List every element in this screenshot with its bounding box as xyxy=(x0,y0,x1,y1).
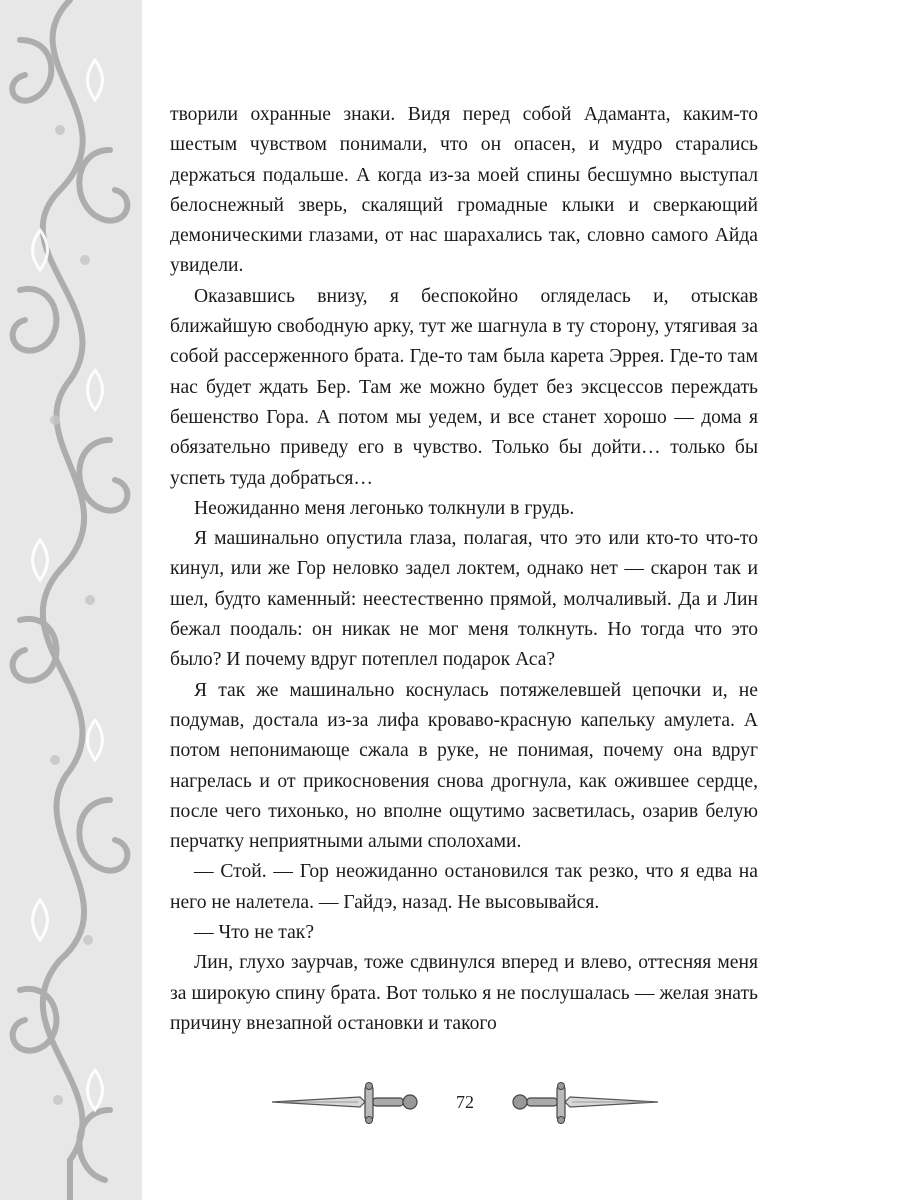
book-page-text xyxy=(170,100,758,1039)
paragraph: Неожиданно меня легонько толкнули в грудь. xyxy=(194,497,575,519)
paragraph: Оказавшись внизу, я беспокойно огляделась и, отыскав ближайшую свободную арку, тут же шагнула в ту сторону, утягивая за собой рассерженного брата. Где-то там была карета Эррея. Где-то там нас будет ждать Бер. Там же можно будет без эксцессов переждать бешенство Гора. А потом мы уедем, и все станет хорошо — дома я обязательно приведу его в чувство. Только бы дойти… только бы успеть туда добраться… xyxy=(170,285,758,489)
page-footer xyxy=(270,1082,660,1126)
paragraph-dialogue: — Стой. — Гор неожиданно остановился так резко, что я едва на него не налетела. — Гайдэ, назад. Не высовывайся. xyxy=(170,861,758,913)
paragraph: Я машинально опустила глаза, полагая, что это или кто-то что-то кинул, или же Гор неловко задел локтем, однако нет — скарон так и шел, будто каменный: неестественно прямой, молчаливый. Да и Лин бежал поодаль: он никак не мог меня толкнуть. Но тогда что это было? И почему вдруг потеплел подарок Аса? xyxy=(170,528,758,671)
paragraph: Я так же машинально коснулась потяжелевшей цепочки и, не подумав, достала из-за лифа кроваво-красную капельку амулета. А потом непонимающе сжала в руке, не понимая, почему она вдруг нагрелась и от прикосновения снова дрогнула, как ожившее сердце, после чего тихонько, но вполне ощутимо засветилась, озарив белую перчатку неприятными алыми сполохами. xyxy=(170,679,758,853)
page-number: 72 xyxy=(456,1092,474,1112)
paragraph-continuation: творили охранные знаки. Видя перед собой Адаманта, каким-то шестым чувством понимали, что он опасен, и мудро старались держаться подальше. А когда из-за моей спины бесшумно выступал белоснежный зверь, скалящий громадные клыки и сверкающий демоническими глазами, от нас шарахались так, словно самого Айда увидели. xyxy=(170,104,758,277)
decorative-ornament-border xyxy=(0,0,142,1200)
right-sword-icon xyxy=(500,1082,660,1126)
floral-pattern-icon xyxy=(0,0,142,1200)
paragraph: Лин, глухо заурчав, тоже сдвинулся вперед и влево, оттесняя меня за широкую спину брата. Вот только я не послушалась — желая знать причину внезапной остановки и такого xyxy=(170,952,758,1034)
paragraph-dialogue: — Что не так? xyxy=(194,922,315,944)
